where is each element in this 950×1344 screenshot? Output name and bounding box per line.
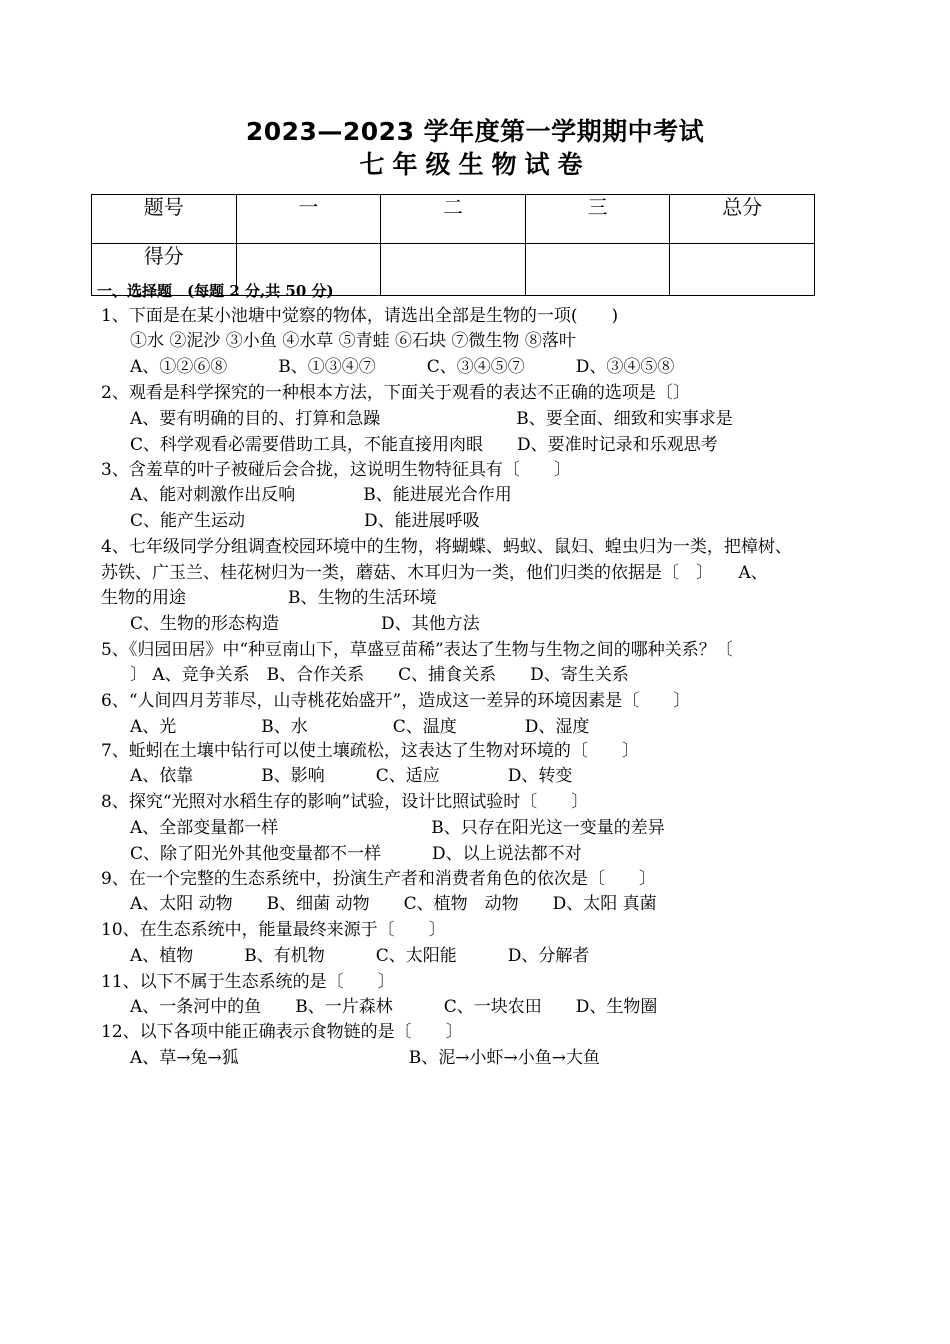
question-1-options: A、①②⑥⑧ B、①③④⑦ C、③④⑤⑦ D、③④⑤⑧	[130, 357, 675, 377]
question-5-options: 〕 A、竞争关系 B、合作关系 C、捕食关系 D、寄生关系	[130, 665, 629, 685]
question-12: 12、以下各项中能正确表示食物链的是〔 〕	[101, 1022, 463, 1042]
question-8-options-cd: C、除了阳光外其他变量都不一样 D、以上说法都不对	[130, 844, 582, 864]
question-5: 5、《归园田居》中“种豆南山下，草盛豆苗稀”表达了生物与生物之间的哪种关系？〔	[101, 640, 733, 660]
section-heading: 一、选择题 (每题 2 分,共 50 分)	[97, 282, 334, 300]
question-2-options-cd: C、科学观看必需要借助工具，不能直接用肉眼 D、要准时记录和乐观思考	[130, 435, 718, 455]
question-4-line1: 4、七年级同学分组调查校园环境中的生物，将蝴蝶、蚂蚁、鼠妇、蝗虫归为一类，把樟树、	[101, 537, 792, 557]
exam-title: 2023—2023 学年度第一学期期中考试	[245, 117, 705, 146]
question-3-options-cd: C、能产生运动 D、能进展呼吸	[130, 511, 480, 531]
score-cell[interactable]	[525, 244, 670, 296]
question-7-options: A、依靠 B、影响 C、适应 D、转变	[130, 766, 573, 786]
question-12-options: A、草→兔→狐 B、泥→小虾→小鱼→大鱼	[130, 1048, 600, 1068]
question-6: 6、“人间四月芳菲尽，山寺桃花始盛开”，造成这一差异的环境因素是〔 〕	[101, 691, 691, 711]
question-4-line3: 生物的用途 B、生物的生活环境	[101, 588, 437, 608]
exam-subtitle: 七年级生物试卷	[359, 150, 591, 179]
question-9: 9、在一个完整的生态系统中，扮演生产者和消费者角色的依次是〔 〕	[101, 869, 656, 889]
score-table-header-cell: 题号	[92, 195, 237, 244]
question-10-options: A、植物 B、有机物 C、太阳能 D、分解者	[130, 946, 590, 966]
question-1: 1、下面是在某小池塘中觉察的物体，请选出全部是生物的一项( )	[101, 306, 619, 326]
question-2: 2、观看是科学探究的一种根本方法，下面关于观看的表达不正确的选项是〔〕	[101, 383, 690, 403]
question-8-options-ab: A、全部变量都一样 B、只存在阳光这一变量的差异	[130, 818, 665, 838]
score-cell[interactable]	[381, 244, 526, 296]
question-6-options: A、光 B、水 C、温度 D、湿度	[130, 717, 590, 737]
question-11: 11、以下不属于生态系统的是〔 〕	[101, 972, 395, 992]
score-row-label: 得分	[92, 244, 237, 296]
score-table-header-cell: 一	[236, 195, 381, 244]
question-1-items: ①水 ②泥沙 ③小鱼 ④水草 ⑤青蛙 ⑥石块 ⑦微生物 ⑧落叶	[130, 331, 576, 351]
score-table-header-cell: 总分	[670, 195, 815, 244]
question-3-options-ab: A、能对刺激作出反响 B、能进展光合作用	[130, 485, 512, 505]
score-cell[interactable]	[670, 244, 815, 296]
question-2-options-ab: A、要有明确的目的、打算和急躁 B、要全面、细致和实事求是	[130, 409, 733, 429]
score-table-header-cell: 三	[525, 195, 670, 244]
question-3: 3、含羞草的叶子被碰后会合拢，这说明生物特征具有〔 〕	[101, 460, 571, 480]
question-4-line2: 苏铁、广玉兰、桂花树归为一类，蘑菇、木耳归为一类，他们归类的依据是〔 〕 A、	[101, 563, 768, 583]
question-9-options: A、太阳 动物 B、细菌 动物 C、植物 动物 D、太阳 真菌	[130, 894, 657, 914]
question-10: 10、在生态系统中，能量最终来源于〔 〕	[101, 920, 446, 940]
question-11-options: A、一条河中的鱼 B、一片森林 C、一块农田 D、生物圈	[130, 997, 658, 1017]
question-7: 7、蚯蚓在土壤中钻行可以使土壤疏松，这表达了生物对环境的〔 〕	[101, 741, 639, 761]
score-table-header-cell: 二	[381, 195, 526, 244]
score-table-header-row	[92, 195, 815, 244]
question-4-options-cd: C、生物的形态构造 D、其他方法	[130, 614, 480, 634]
question-8: 8、探究“光照对水稻生存的影响”试验，设计比照试验时〔 〕	[101, 792, 589, 812]
